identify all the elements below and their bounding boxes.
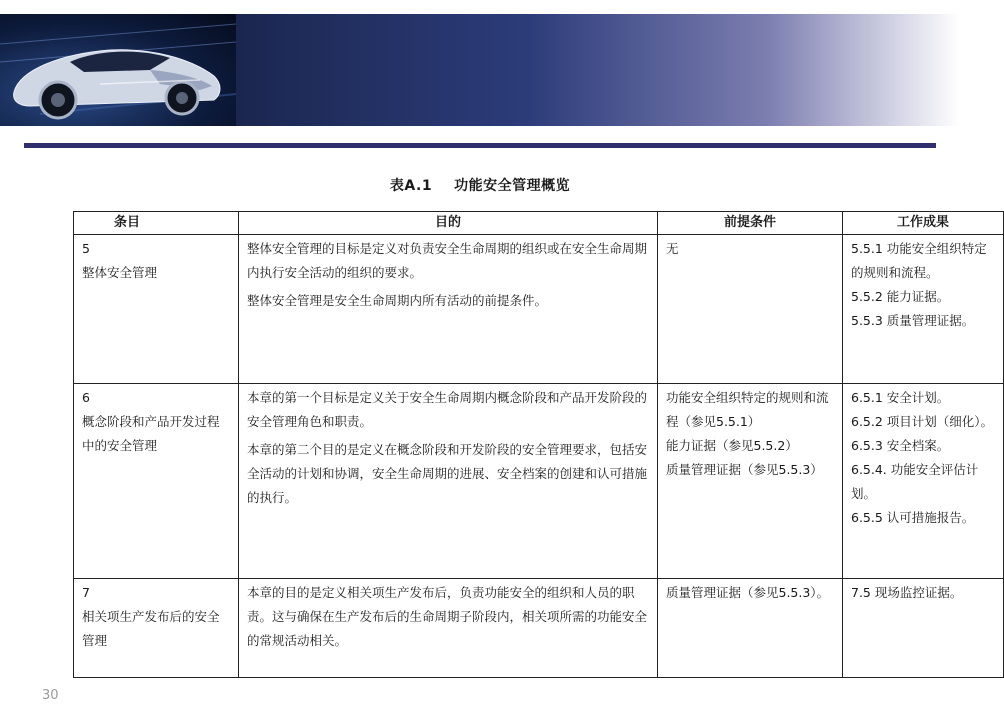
header-work-products: 工作成果 — [843, 212, 1004, 235]
table-row — [74, 384, 1004, 579]
table-title — [0, 175, 960, 195]
table-title-label: 表A.1 — [389, 178, 433, 194]
work-product-item: 5.5.3 质量管理证据。 — [851, 313, 975, 328]
table-row — [74, 579, 1004, 678]
table-header-row — [74, 212, 1004, 235]
item-name: 概念阶段和产品开发过程中的安全管理 — [82, 414, 220, 453]
header-purpose: 目的 — [239, 212, 658, 235]
work-products-cell — [843, 579, 1004, 678]
purpose-cell — [239, 579, 658, 678]
header-item: 条目 — [74, 212, 239, 235]
header-divider — [24, 143, 936, 148]
purpose-text: 整体安全管理是安全生命周期内所有活动的前提条件。 — [247, 293, 548, 308]
item-cell — [74, 384, 239, 579]
item-cell — [74, 235, 239, 384]
prerequisites-cell — [658, 235, 843, 384]
table-title-text: 功能安全管理概览 — [454, 178, 571, 194]
header-banner — [0, 14, 960, 126]
item-cell — [74, 579, 239, 678]
header-prerequisites: 前提条件 — [658, 212, 843, 235]
item-name: 整体安全管理 — [82, 265, 158, 280]
work-products-cell — [843, 235, 1004, 384]
work-product-item: 5.5.1 功能安全组织特定的规则和流程。 — [851, 241, 987, 280]
prerequisites-cell — [658, 579, 843, 678]
work-product-item: 6.5.3 安全档案。 — [851, 438, 950, 453]
item-number: 7 — [82, 585, 90, 600]
item-number: 6 — [82, 390, 90, 405]
work-products-cell — [843, 384, 1004, 579]
purpose-text: 本章的第一个目标是定义关于安全生命周期内概念阶段和产品开发阶段的安全管理角色和职责。 — [247, 390, 648, 429]
purpose-cell — [239, 384, 658, 579]
work-product-item: 6.5.4. 功能安全评估计划。 — [851, 462, 979, 501]
prerequisite-text: 质量管理证据（参见5.5.3）。 — [666, 585, 830, 600]
safety-management-table — [73, 211, 1004, 678]
purpose-text: 整体安全管理的目标是定义对负责安全生命周期的组织或在安全生命周期内执行安全活动的组织的要求。 — [247, 241, 648, 280]
page-number: 30 — [42, 688, 59, 703]
prerequisite-text: 功能安全组织特定的规则和流程（参见5.5.1） — [666, 390, 829, 429]
prerequisite-text: 无 — [666, 241, 679, 256]
work-product-item: 7.5 现场监控证据。 — [851, 585, 963, 600]
work-product-item: 6.5.5 认可措施报告。 — [851, 510, 975, 525]
prerequisite-text: 能力证据（参见5.5.2） — [666, 438, 798, 453]
table-row — [74, 235, 1004, 384]
work-product-item: 5.5.2 能力证据。 — [851, 289, 950, 304]
item-number: 5 — [82, 241, 90, 256]
prerequisites-cell — [658, 384, 843, 579]
work-product-item: 6.5.2 项目计划（细化）。 — [851, 414, 994, 429]
item-name: 相关项生产发布后的安全管理 — [82, 609, 220, 648]
purpose-cell — [239, 235, 658, 384]
purpose-text: 本章的目的是定义相关项生产发布后，负责功能安全的组织和人员的职责。这与确保在生产发布后的生命周期子阶段内，相关项所需的功能安全的常规活动相关。 — [247, 585, 648, 648]
prerequisite-text: 质量管理证据（参见5.5.3） — [666, 462, 823, 477]
work-product-item: 6.5.1 安全计划。 — [851, 390, 950, 405]
purpose-text: 本章的第二个目的是定义在概念阶段和开发阶段的安全管理要求，包括安全活动的计划和协调，安全生命周期的进展、安全档案的创建和认可措施的执行。 — [247, 442, 648, 505]
car-image — [0, 14, 236, 126]
